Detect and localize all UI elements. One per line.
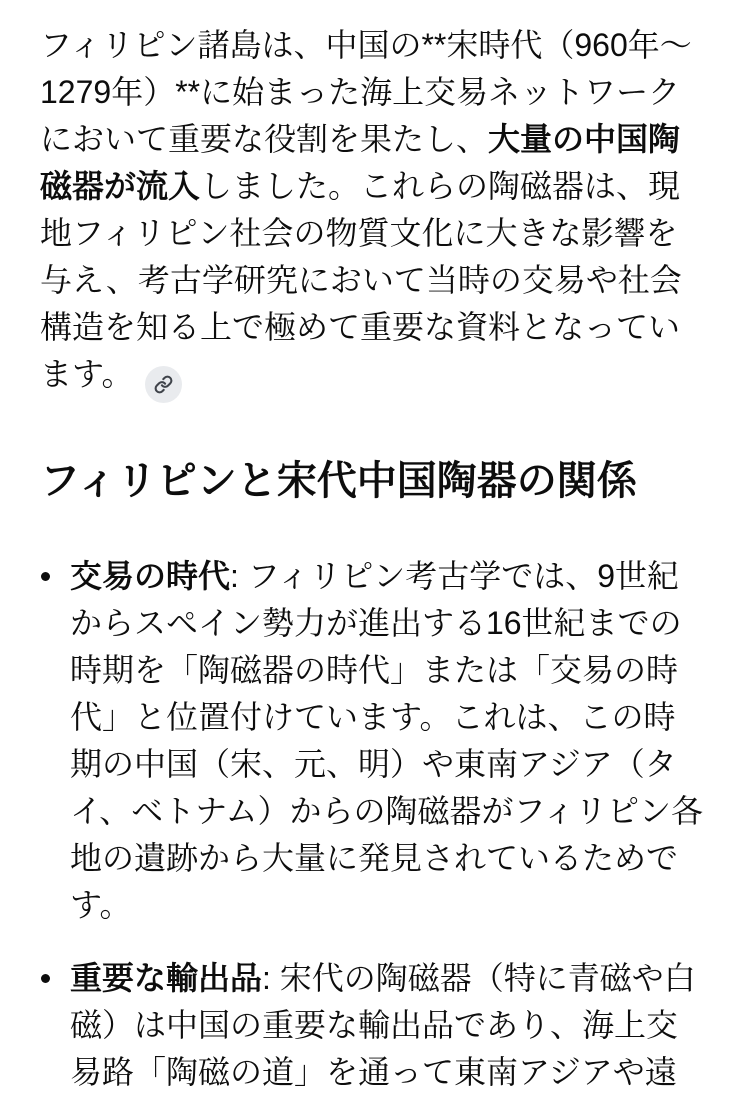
list-item-text: フィリピン考古学では、9世紀からスペイン勢力が進出する16世紀までの時期を「陶磁器の時代」または「交易の時代」と位置付けています。これは、この時期の中国（宋、元、明）や東南アジア（タイ、ベトナム）からの陶磁器がフィリピン各地の遺跡から大量に発見されているためです。 xyxy=(70,558,703,923)
paragraph-bold-text: 大量の中国陶磁器が流入 xyxy=(40,121,681,204)
paragraph-text: フィリピン諸島は、中国の**宋時代（960年〜1279年）**に始まった海上交易ネットワークにおいて重要な役割を果たし、 xyxy=(40,27,692,157)
citation-link-button[interactable] xyxy=(145,366,182,403)
bullet-dot xyxy=(41,572,50,581)
list-item-label: 交易の時代 xyxy=(70,558,231,594)
list-item xyxy=(40,955,705,1096)
list-item-separator: : xyxy=(262,960,280,996)
section-heading: フィリピンと宋代中国陶器の関係 xyxy=(40,459,637,503)
list-item-body xyxy=(70,955,705,1096)
intro-paragraph xyxy=(40,22,705,403)
bullet-icon xyxy=(40,553,70,929)
link-icon xyxy=(154,375,173,394)
list-item xyxy=(40,553,705,929)
list-item-body xyxy=(70,553,705,929)
list-item-text: 宋代の陶磁器（特に青磁や白磁）は中国の重要な輸出品であり、海上交易路「陶磁の道」を通って東南アジアや遠 xyxy=(70,960,696,1090)
paragraph-text: しました。これらの陶磁器は、現地フィリピン社会の物質文化に大きな影響を与え、考古学研究において当時の交易や社会構造を知る上で極めて重要な資料となっています。 xyxy=(40,168,682,392)
list-item-separator: : xyxy=(230,558,248,594)
bullet-icon xyxy=(40,955,70,1096)
list-item-label: 重要な輸出品 xyxy=(70,960,263,996)
bullet-dot xyxy=(41,974,50,983)
bullet-list xyxy=(40,553,705,1096)
